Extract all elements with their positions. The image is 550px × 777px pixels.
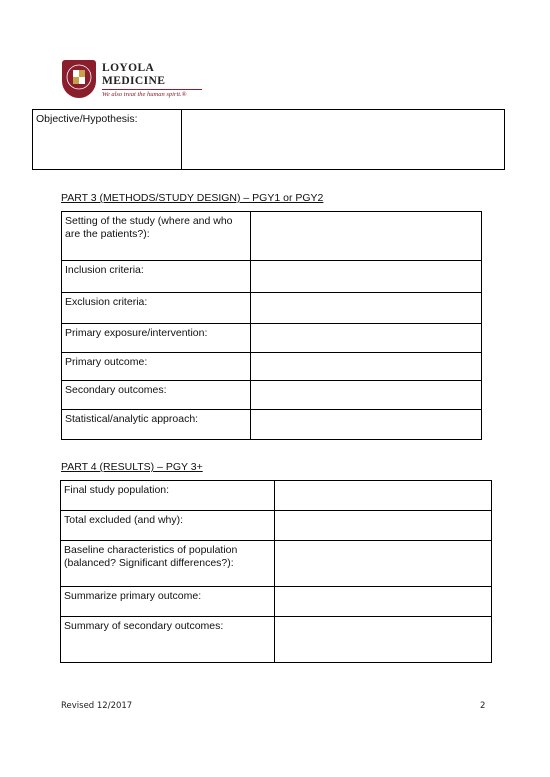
- table-row: [62, 410, 482, 440]
- primary-outcome-summary-answer-cell[interactable]: [275, 587, 492, 617]
- table-row: [62, 353, 482, 381]
- exclusion-criteria-label: Exclusion criteria:: [62, 293, 251, 324]
- primary-outcome-label: Primary outcome:: [62, 353, 251, 381]
- page-number: 2: [480, 701, 486, 711]
- table-row: [33, 110, 505, 170]
- part4-heading: PART 4 (RESULTS) – PGY 3+: [61, 461, 203, 473]
- revised-date: Revised 12/2017: [61, 701, 133, 711]
- logo-divider: [102, 89, 202, 90]
- inclusion-criteria-answer-cell[interactable]: [251, 261, 482, 293]
- inclusion-criteria-label: Inclusion criteria:: [62, 261, 251, 293]
- objective-table: [32, 109, 505, 170]
- table-row: [62, 293, 482, 324]
- table-row: [62, 324, 482, 353]
- logo-line-1: LOYOLA: [102, 62, 155, 74]
- secondary-outcomes-answer-cell[interactable]: [251, 381, 482, 410]
- table-row: [61, 511, 492, 541]
- total-excluded-answer-cell[interactable]: [275, 511, 492, 541]
- methods-table: [61, 211, 482, 440]
- logo-line-2: MEDICINE: [102, 75, 166, 87]
- table-row: [62, 381, 482, 410]
- total-excluded-label: Total excluded (and why):: [61, 511, 275, 541]
- primary-exposure-label: Primary exposure/intervention:: [62, 324, 251, 353]
- table-row: [61, 541, 492, 587]
- loyola-medicine-logo: [62, 60, 202, 106]
- primary-outcome-summary-label: Summarize primary outcome:: [61, 587, 275, 617]
- results-table: [60, 480, 492, 663]
- final-population-label: Final study population:: [61, 481, 275, 511]
- table-row: [61, 617, 492, 663]
- table-row: [61, 481, 492, 511]
- primary-exposure-answer-cell[interactable]: [251, 324, 482, 353]
- logo-tagline: We also treat the human spirit.®: [102, 91, 187, 98]
- secondary-outcomes-label: Secondary outcomes:: [62, 381, 251, 410]
- statistical-approach-label: Statistical/analytic approach:: [62, 410, 251, 440]
- secondary-outcomes-summary-answer-cell[interactable]: [275, 617, 492, 663]
- baseline-characteristics-label: Baseline characteristics of population (balanced? Significant differences?):: [61, 541, 275, 587]
- table-row: [61, 587, 492, 617]
- table-row: [62, 261, 482, 293]
- objective-label: Objective/Hypothesis:: [33, 110, 182, 170]
- setting-label: Setting of the study (where and who are the patients?):: [62, 212, 251, 261]
- exclusion-criteria-answer-cell[interactable]: [251, 293, 482, 324]
- setting-answer-cell[interactable]: [251, 212, 482, 261]
- statistical-approach-answer-cell[interactable]: [251, 410, 482, 440]
- objective-answer-cell[interactable]: [182, 110, 505, 170]
- final-population-answer-cell[interactable]: [275, 481, 492, 511]
- secondary-outcomes-summary-label: Summary of secondary outcomes:: [61, 617, 275, 663]
- table-row: [62, 212, 482, 261]
- part3-heading: PART 3 (METHODS/STUDY DESIGN) – PGY1 or PGY2: [61, 192, 324, 204]
- loyola-seal-icon: [62, 60, 96, 98]
- primary-outcome-answer-cell[interactable]: [251, 353, 482, 381]
- baseline-characteristics-answer-cell[interactable]: [275, 541, 492, 587]
